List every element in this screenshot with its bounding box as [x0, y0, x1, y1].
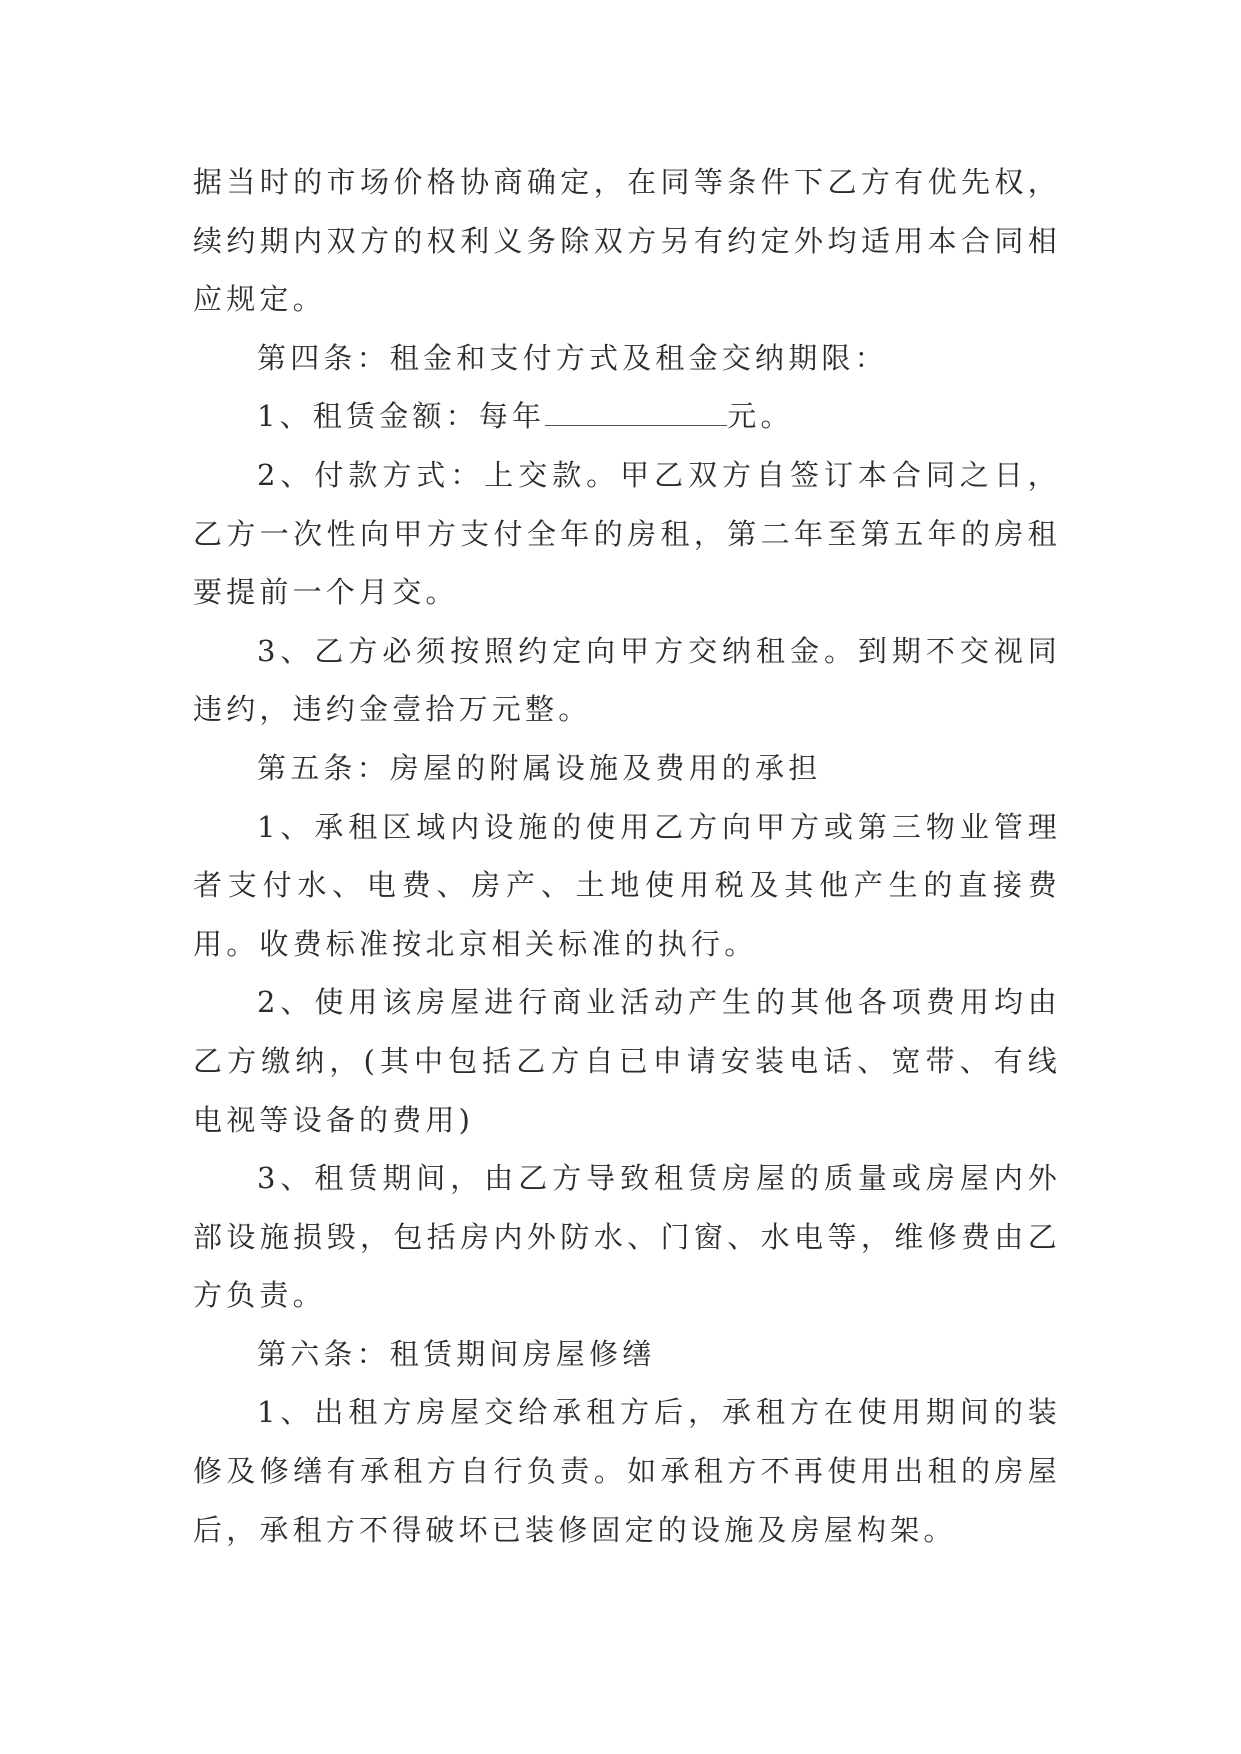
rent-amount-label: 1、租赁金额：每年 [257, 399, 546, 434]
article-five-heading: 第五条：房屋的附属设施及费用的承担 [257, 750, 822, 785]
article-four-heading: 第四条：租金和支付方式及租金交纳期限： [257, 340, 888, 375]
article-six-heading: 第六条：租赁期间房屋修缮 [257, 1336, 656, 1371]
rent-amount-clause [193, 387, 1061, 446]
rent-payment-obligation-clause: 3、乙方必须按照约定向甲方交纳租金。到期不交视同违约，违约金壹拾万元整。 [193, 633, 1061, 727]
damage-repair-clause: 3、租赁期间，由乙方导致租赁房屋的质量或房屋内外部设施损毁，包括房内外防水、门窗、水电等，维修费由乙方负责。 [193, 1161, 1061, 1313]
rent-amount-unit: 元。 [727, 399, 794, 434]
document-body [193, 153, 1061, 1559]
rent-amount-blank-line [545, 399, 727, 426]
business-fees-clause: 2、使用该房屋进行商业活动产生的其他各项费用均由乙方缴纳，(其中包括乙方自已申请安装电话、宽带、有线电视等设备的费用) [193, 985, 1061, 1137]
facility-fees-clause: 1、承租区域内设施的使用乙方向甲方或第三物业管理者支付水、电费、房产、土地使用税及其他产生的直接费用。收费标准按北京相关标准的执行。 [193, 809, 1061, 961]
paragraph-continuation: 据当时的市场价格协商确定，在同等条件下乙方有优先权，续约期内双方的权利义务除双方另有约定外均适用本合同相应规定。 [193, 165, 1061, 317]
payment-method-clause: 2、付款方式：上交款。甲乙双方自签订本合同之日，乙方一次性向甲方支付全年的房租，第二年至第五年的房租要提前一个月交。 [193, 457, 1061, 610]
renovation-clause: 1、出租方房屋交给承租方后，承租方在使用期间的装修及修缮有承租方自行负责。如承租方不再使用出租的房屋后，承租方不得破坏已装修固定的设施及房屋构架。 [193, 1395, 1061, 1547]
